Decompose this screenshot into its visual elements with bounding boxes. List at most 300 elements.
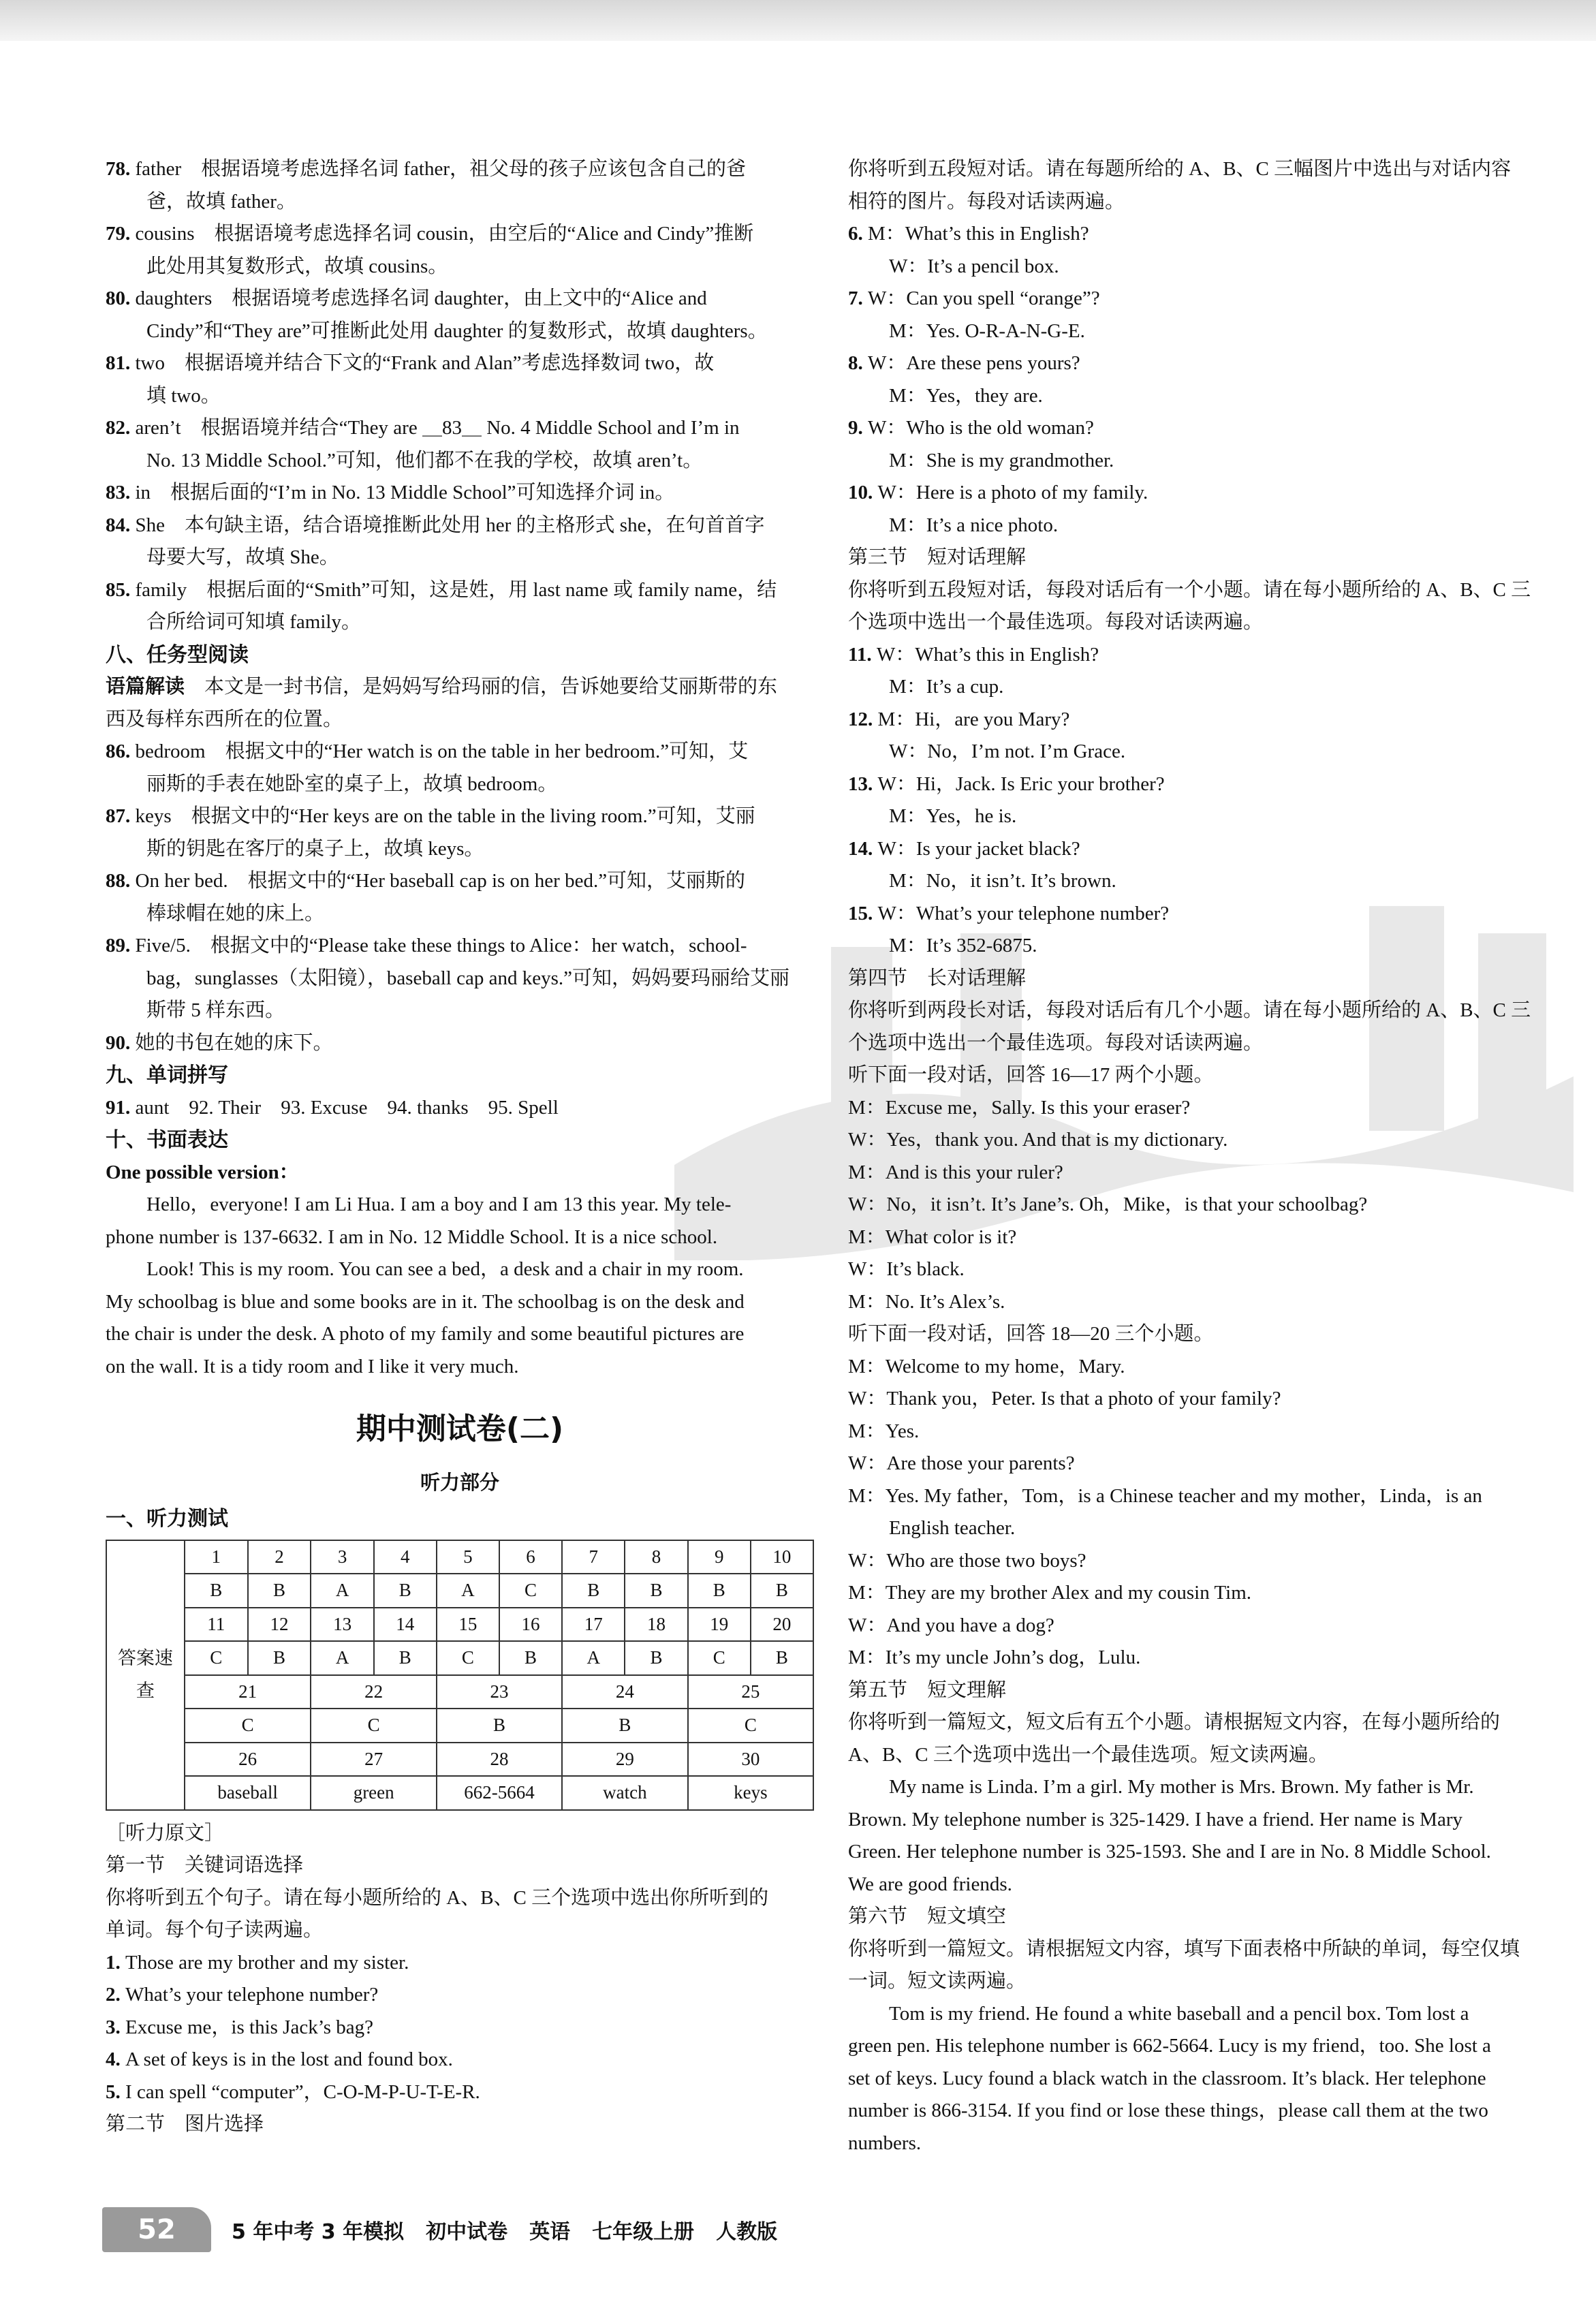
line-text: father 根据语境考虑选择名词 father，祖父母的孩子应该包含自己的爸 [135,158,746,180]
text-line [848,1836,1560,1869]
line-text: 你将听到一篇短文。请根据短文内容，填写下面表格中所缺的单词，每空仅填 [848,1937,1520,1960]
line-text: two 根据语境并结合下文的“Frank and Alan”考虑选择数词 two，故 [135,352,715,374]
table-cell: 10 [751,1540,813,1574]
section-heading: 十、书面表达 [106,1128,228,1152]
text-line [106,2044,814,2076]
table-cell: B [562,1574,625,1608]
text-line [106,1351,814,1384]
line-text: Look! This is my room. You can see a bed，a desk and a chair in my room. [146,1258,744,1280]
text-line [106,1092,814,1125]
text-line [848,1933,1560,1966]
text-line [848,1706,1560,1739]
text-line [848,1642,1560,1674]
answer-table-label: 答案速查 [106,1540,185,1810]
line-text: W：What’s your telephone number? [877,902,1170,924]
text-line [848,1383,1560,1416]
text-line [848,2063,1560,2095]
section-heading: 八、任务型阅读 [106,642,249,667]
item-number: 78. [106,158,136,180]
item-number: 79. [106,223,136,245]
table-cell: 23 [437,1675,562,1709]
text-line [106,1914,814,1947]
item-number: 84. [106,514,136,536]
table-cell: 17 [562,1608,625,1642]
text-line [848,1771,1560,1804]
text-line [848,1610,1560,1642]
text-line [106,186,814,219]
line-text: 你将听到一篇短文，短文后有五个小题。请根据短文内容，在每小题所给的 [848,1711,1501,1733]
text-line [848,218,1560,251]
line-text: set of keys. Lucy found a black watch in the classroom. It’s black. Her telephone [848,2067,1486,2089]
table-row [106,1574,813,1608]
line-text: 单词。每个句子读两遍。 [106,1919,324,1941]
text-line [848,1027,1560,1060]
table-cell: C [437,1641,499,1675]
footer-subject: 英语 [529,2220,571,2244]
text-line [106,898,814,931]
text-line [106,218,814,251]
line-text: W：Is your jacket black? [877,837,1080,860]
table-cell: A [311,1574,373,1608]
answer-table [106,1540,814,1811]
table-cell: B [751,1641,813,1675]
item-number: 81. [106,352,136,374]
line-text: M：Yes. [848,1420,920,1442]
table-cell: B [185,1574,248,1608]
line-text: W：Who are those two boys? [848,1549,1086,1572]
line-text: phone number is 137-6632. I am in No. 12 Middle School. It is a nice school. [106,1226,718,1248]
text-line [848,1674,1560,1707]
table-cell: 13 [311,1608,373,1642]
line-text: We are good friends. [848,1873,1012,1895]
text-line [848,1253,1560,1286]
line-text: I can spell “computer”，C-O-M-P-U-T-E-R. [125,2080,480,2103]
line-text: W：Yes，thank you. And that is my dictionary. [848,1129,1228,1151]
section-heading: 九、单词拼写 [106,1063,228,1087]
table-cell: B [248,1574,311,1608]
text-line [106,2012,814,2044]
line-text: 斯的钥匙在客厅的桌子上，故填 keys。 [146,837,484,860]
table-cell: C [688,1641,751,1675]
line-text: M：They are my brother Alex and my cousin Tim. [848,1582,1252,1604]
text-line [848,347,1560,380]
table-cell: 20 [751,1608,813,1642]
text-line [106,768,814,801]
line-text: M：And is this your ruler? [848,1161,1063,1183]
line-text: 母要大写，故填 She。 [146,546,339,568]
table-cell: B [374,1641,437,1675]
text-line [106,477,814,510]
text-line [106,800,814,833]
text-line [106,1882,814,1915]
text-line [848,704,1560,736]
line-text: bedroom 根据文中的“Her watch is on the table in her bedroom.”可知，艾 [135,740,749,762]
text-line [848,1739,1560,1772]
line-text: 听下面一段对话，回答 16—17 两个小题。 [848,1064,1214,1086]
text-line [848,898,1560,931]
table-cell: 27 [311,1743,436,1777]
text-line [106,1221,814,1254]
table-cell: B [562,1709,688,1743]
text-line [848,445,1560,478]
text-line [106,1253,814,1286]
line-text: W：Can you spell “orange”? [868,287,1100,309]
table-cell: B [625,1574,687,1608]
item-number: 8. [848,352,868,374]
text-line [106,574,814,607]
table-cell: 18 [625,1608,687,1642]
text-line [848,2095,1560,2127]
line-text: M：Yes. My father，Tom，is a Chinese teacher and my mother，Linda，is an [848,1484,1482,1507]
text-line [106,865,814,898]
text-line [848,1480,1560,1513]
line-text: W：No，I’m not. I’m Grace. [889,740,1126,762]
text-line [106,1157,814,1189]
line-text: M：It’s my uncle John’s dog，Lulu. [848,1647,1141,1668]
text-line [106,606,814,639]
table-cell: 2 [248,1540,311,1574]
item-number: 1. [106,1951,125,1974]
line-text: keys 根据文中的“Her keys are on the table in the living room.”可知，艾丽 [135,805,755,827]
text-line [848,1545,1560,1578]
text-line [848,1965,1560,1998]
line-text: M：She is my grandmother. [889,449,1114,471]
line-text: Tom is my friend. He found a white baseball and a pencil box. Tom lost a [889,2002,1469,2025]
table-cell: C [311,1709,436,1743]
text-line [106,1818,814,1850]
table-cell: 14 [374,1608,437,1642]
line-text: cousins 根据语境考虑选择名词 cousin，由空后的“Alice and Cindy”推断 [135,223,754,245]
line-text: 你将听到五段短对话。请在每题所给的 A、B、C 三幅图片中选出与对话内容 [848,158,1512,180]
line-text: 丽斯的手表在她卧室的桌子上，故填 bedroom。 [146,773,558,795]
text-line [848,1189,1560,1221]
item-number: 89. [106,935,136,956]
table-cell: 9 [688,1540,751,1574]
line-text: Those are my brother and my sister. [125,1951,409,1974]
text-line [848,315,1560,348]
top-scan-bar [0,0,1596,41]
page-footer [102,2207,920,2252]
line-text: 棒球帽在她的床上。 [146,902,325,924]
line-text: M：Welcome to my home，Mary. [848,1355,1125,1377]
exam-title: 期中测试卷(二) [356,1412,564,1446]
text-line [848,1998,1560,2031]
item-number: 87. [106,805,136,827]
item-number: 15. [848,902,878,924]
text-line [848,736,1560,768]
table-cell: 12 [248,1608,311,1642]
table-cell: 29 [562,1743,688,1777]
right-column [848,153,1560,2160]
table-cell: 30 [688,1743,813,1777]
line-text: What’s your telephone number? [125,1984,379,2006]
line-text: the chair is under the desk. A photo of my family and some beautiful pictures are [106,1323,745,1345]
item-number: 12. [848,708,878,730]
text-line [848,542,1560,574]
table-row [106,1675,813,1709]
line-text: 第四节 长对话理解 [848,967,1027,989]
text-line [106,2076,814,2109]
text-line [848,1577,1560,1610]
text-line [106,1850,814,1882]
table-cell: B [688,1574,751,1608]
line-text: 你将听到五个句子。请在每小题所给的 A、B、C 三个选项中选出你所听到的 [106,1886,769,1909]
text-line [106,736,814,768]
line-text: Excuse me，is this Jack’s bag? [125,2016,374,2038]
text-line [106,1979,814,2012]
text-line [106,2108,814,2141]
table-cell: 25 [688,1675,813,1709]
table-row [106,1743,813,1777]
text-line [848,510,1560,542]
table-row [106,1709,813,1743]
page-number: 52 [102,2207,211,2252]
line-text: M：It’s a cup. [889,676,1004,698]
line-text: M：Excuse me，Sally. Is this your eraser? [848,1096,1191,1119]
text-line [106,1318,814,1351]
line-text: number is 866-3154. If you find or lose these things，please call them at the two [848,2100,1488,2121]
line-text: aunt 92. Their 93. Excuse 94. thanks 95. Spell [135,1096,559,1119]
table-row [106,1608,813,1642]
line-text: 一词。短文读两遍。 [848,1970,1027,1992]
footer-grade: 七年级上册 [592,2220,695,2244]
line-text: W：And you have a dog? [848,1614,1054,1636]
text-line [848,671,1560,704]
table-cell: baseball [185,1776,311,1810]
line-text: 西及每样东西所在的位置。 [106,708,343,730]
item-number: 86. [106,740,136,762]
line-text: W：It’s a pencil box. [889,255,1059,277]
text-line [848,1416,1560,1448]
text-line [106,347,814,380]
line-text: M：Yes. O-R-A-N-G-E. [889,319,1085,342]
line-text: Five/5. 根据文中的“Please take these things to Alice：her watch，school- [135,935,747,956]
text-line [848,963,1560,995]
line-text: 合所给词可知填 family。 [146,611,361,633]
line-text: She 本句缺主语，结合语境推断此处用 her 的主格形式 she，在句首首字 [135,514,765,536]
item-number: 3. [106,2016,125,2038]
line-text: 你将听到五段短对话，每段对话后有一个小题。请在每小题所给的 A、B、C 三 [848,578,1531,601]
line-text: 她的书包在她的床下。 [135,1031,333,1054]
text-line [848,1901,1560,1933]
table-cell: 662-5664 [437,1776,562,1810]
footer-type: 初中试卷 [426,2220,508,2244]
line-text: 听下面一段对话，回答 18—20 三个小题。 [848,1323,1214,1345]
line-text: M：Yes，they are. [889,384,1043,407]
table-cell: 15 [437,1608,499,1642]
text-line [106,1947,814,1980]
table-cell: 28 [437,1743,562,1777]
table-cell: B [751,1574,813,1608]
text-line [106,1189,814,1221]
text-line [106,833,814,866]
line-text: 爸，故填 father。 [146,190,296,213]
table-cell: 1 [185,1540,248,1574]
text-line [848,412,1560,445]
text-line [106,963,814,995]
text-line [848,1157,1560,1189]
table-cell: 5 [437,1540,499,1574]
line-text: M：What’s this in English? [868,223,1089,245]
table-cell: 4 [374,1540,437,1574]
table-cell: 16 [499,1608,562,1642]
listening-part-heading: 听力部分 [420,1471,499,1494]
line-text: family 根据后面的“Smith”可知，这是姓，用 last name 或 family name，结 [135,578,777,601]
footer-edition: 人教版 [716,2220,778,2244]
line-text: Hello，everyone! I am Li Hua. I am a boy and I am 13 this year. My tele- [146,1194,732,1215]
line-text: 填 two。 [146,384,221,407]
table-cell: C [185,1641,248,1675]
line-text: English teacher. [889,1517,1016,1539]
text-line [848,477,1560,510]
line-text: 第二节 图片选择 [106,2113,264,2135]
line-text: W：It’s black. [848,1258,965,1280]
table-row [106,1540,813,1574]
table-row [106,1641,813,1675]
line-text: 相符的图片。每段对话读两遍。 [848,190,1125,213]
line-text: W：Hi，Jack. Is Eric your brother? [877,773,1165,795]
text-line [848,153,1560,186]
text-line [848,380,1560,413]
line-text: M：It’s a nice photo. [889,514,1059,536]
text-line [106,251,814,283]
item-number: 83. [106,482,136,503]
line-text: 第五节 短文理解 [848,1679,1007,1701]
left-column [106,153,814,2141]
line-text: On her bed. 根据文中的“Her baseball cap is on her bed.”可知，艾丽斯的 [135,870,746,892]
item-number: 82. [106,417,136,439]
item-number: 80. [106,287,136,309]
text-line [106,412,814,445]
item-number: 4. [106,2048,125,2070]
text-line [106,153,814,186]
text-line [848,251,1560,283]
text-line [848,1869,1560,1901]
table-cell: 7 [562,1540,625,1574]
line-text: M：What color is it? [848,1226,1017,1248]
line-text: 个选项中选出一个最佳选项。每段对话读两遍。 [848,611,1264,633]
text-line [848,1448,1560,1480]
line-text: My schoolbag is blue and some books are in it. The schoolbag is on the desk and [106,1290,745,1313]
item-number: 9. [848,417,868,439]
line-text: Cindy”和“They are”可推断此处用 daughter 的复数形式，故填 daughters。 [146,319,768,342]
line-text: W：What’s this in English? [876,643,1099,666]
text-line [848,833,1560,866]
section-heading: 一、听力测试 [106,1507,228,1531]
line-text: M：Hi，are you Mary? [877,708,1070,730]
table-cell: B [625,1641,687,1675]
table-cell: 26 [185,1743,311,1777]
line-text: 你将听到两段长对话，每段对话后有几个小题。请在每小题所给的 A、B、C 三 [848,999,1531,1021]
table-cell: A [562,1641,625,1675]
line-text: 第六节 短文填空 [848,1905,1007,1927]
text-line [848,606,1560,639]
text-line [848,1286,1560,1319]
item-number: 7. [848,287,868,309]
footer-series: 5 年中考 3 年模拟 [232,2220,405,2244]
text-line [106,510,814,542]
item-number: 14. [848,837,878,860]
table-cell: 19 [688,1608,751,1642]
line-text: 此处用其复数形式，故填 cousins。 [146,255,448,277]
table-cell: A [311,1641,373,1675]
line-text: A、B、C 三个选项中选出一个最佳选项。短文读两遍。 [848,1743,1328,1766]
text-line [848,1351,1560,1384]
line-text: 斯带 5 样东西。 [146,999,285,1021]
line-text: 第一节 关键词语选择 [106,1854,304,1876]
text-line [848,1221,1560,1254]
table-cell: watch [562,1776,688,1810]
text-line [848,1059,1560,1092]
line-text: W：Thank you，Peter. Is that a photo of your family? [848,1388,1281,1409]
item-number: 11. [848,643,877,666]
bold-label: 语篇解读 [106,676,185,698]
text-line [848,1092,1560,1125]
item-number: 6. [848,223,868,245]
item-number: 91. [106,1096,136,1119]
table-cell: B [374,1574,437,1608]
text-line [848,768,1560,801]
line-text: My name is Linda. I’m a girl. My mother is Mrs. Brown. My father is Mr. [889,1776,1474,1798]
table-cell: keys [688,1776,813,1810]
line-text: daughters 根据语境考虑选择名词 daughter，由上文中的“Alice and [135,287,707,309]
line-text: W：Here is a photo of my family. [877,482,1148,503]
text-line [106,930,814,963]
text-line [848,2127,1560,2160]
text-line [848,1804,1560,1837]
table-cell: C [185,1709,311,1743]
item-number: 10. [848,482,878,503]
text-line [106,704,814,736]
line-text: Brown. My telephone number is 325-1429. I have a friend. Her name is Mary [848,1808,1462,1830]
item-number: 2. [106,1984,125,2006]
line-text: W：Are those your parents? [848,1452,1075,1474]
table-cell: 22 [311,1675,436,1709]
text-line [848,2030,1560,2063]
table-cell: 3 [311,1540,373,1574]
text-line [848,1124,1560,1157]
line-text: M：No. It’s Alex’s. [848,1290,1005,1313]
text-line [848,995,1560,1027]
item-number: 90. [106,1031,136,1054]
line-text: W：Are these pens yours? [868,352,1080,374]
text-line [848,574,1560,607]
table-row [106,1776,813,1810]
line-text: on the wall. It is a tidy room and I like it very much. [106,1355,519,1377]
table-cell: 21 [185,1675,311,1709]
text-line [106,1286,814,1319]
line-text: W：Who is the old woman? [868,417,1094,439]
text-line [848,186,1560,219]
bold-label: One possible version： [106,1161,299,1183]
table-cell: 24 [562,1675,688,1709]
line-text: green pen. His telephone number is 662-5664. Lucy is my friend，too. She lost a [848,2035,1491,2057]
text-line [848,283,1560,315]
item-number: 13. [848,773,878,795]
line-text: M：No，it isn’t. It’s brown. [889,870,1116,892]
text-line [106,445,814,478]
text-line [848,800,1560,833]
table-cell: green [311,1776,436,1810]
line-text: 本文是一封书信，是妈妈写给玛丽的信，告诉她要给艾丽斯带的东 [185,676,778,698]
line-text: bag，sunglasses（太阳镜），baseball cap and keys.”可知，妈妈要玛丽给艾丽 [146,967,789,989]
text-line [848,1512,1560,1545]
table-cell: B [499,1641,562,1675]
line-text: 第三节 短对话理解 [848,546,1027,568]
text-line [106,283,814,315]
table-cell: C [499,1574,562,1608]
line-text: W：No，it isn’t. It’s Jane’s. Oh，Mike，is that your schoolbag? [848,1194,1368,1215]
